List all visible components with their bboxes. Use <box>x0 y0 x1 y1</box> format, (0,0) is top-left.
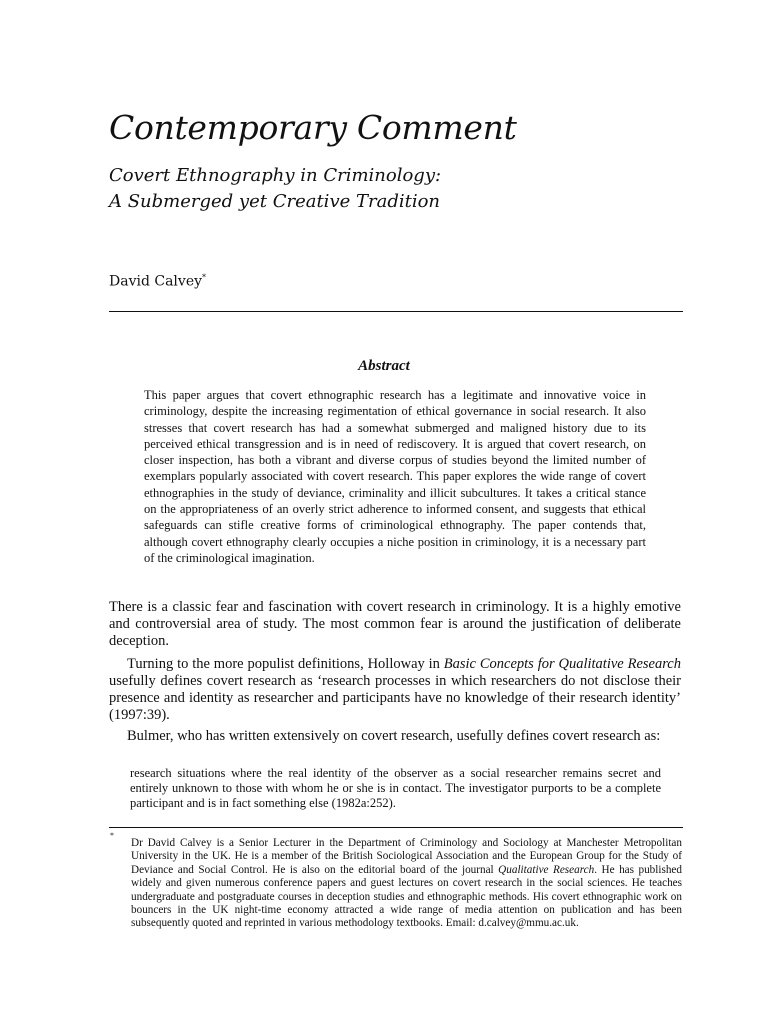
body-paragraph-1: There is a classic fear and fascination with covert research in criminology. It is a highly emotive and controversial area of study. The most common fear is around the justification of deliberate deception. <box>109 599 681 649</box>
author-text: David Calvey <box>109 273 203 290</box>
author-footnote-mark: * <box>202 273 207 282</box>
paper-title-line-2: A Submerged yet Creative Tradition <box>109 191 441 212</box>
p2-text-end: usefully defines covert research as ‘research processes in which researchers do not disclose their presence and identity as researcher and participants have no knowledge of their research identity’ (1997:39). <box>109 673 681 723</box>
body-paragraph-2 <box>109 656 681 724</box>
author-footnote <box>131 837 682 931</box>
footnote-marker: * <box>110 831 114 840</box>
footnote-text-end: . He has published widely and given numerous conference papers and guest lectures on covert research in the social sciences. He teaches undergraduate and postgraduate courses in deception studies and ethnographic methods. His covert ethnographic work on bouncers in the UK night-time economy attracted a wide range of media attention on publication and has been subsequently quoted and reprinted in various methodology textbooks. Email: d.calvey@mmu.ac.uk. <box>131 863 682 930</box>
footnote-divider <box>109 827 683 828</box>
journal-name: Qualitative Research <box>498 863 595 876</box>
abstract-heading: Abstract <box>358 358 410 374</box>
paper-title-line-1: Covert Ethnography in Criminology: <box>109 165 442 186</box>
body-paragraph-3: Bulmer, who has written extensively on covert research, usefully defines covert research as: <box>127 728 661 744</box>
footnote-text-start: Dr David Calvey is a Senior Lecturer in the Department of Criminology and Sociology at Manchester Metropolitan University in the UK. He is a member of the British Sociological Association and the European Group for the Study of Deviance and Social Control. He is also on the editorial board of the journal <box>131 837 682 876</box>
author-name <box>109 273 206 290</box>
abstract-text: This paper argues that covert ethnographic research has a legitimate and innovative voice in criminology, despite the increasing regimentation of ethical governance in social research. It also stresses that covert research has had a somewhat submerged and maligned history due to its perceived ethical transgression and is in need of rediscovery. It is argued that covert research, on closer inspection, has both a vibrant and diverse corpus of studies beyond the limited number of exemplars popularly associated with covert research. This paper explores the wide range of covert ethnographies in the study of deviance, criminality and illicit subcultures. It takes a critical stance on the appropriateness of an overly strict adherence to informed consent, and suggests that ethical safeguards can stifle creative forms of criminological ethnography. The paper contends that, although covert ethnography clearly occupies a niche position in criminology, it is a necessary part of the criminological imagination. <box>144 388 646 565</box>
book-title: Basic Concepts for Qualitative Research <box>443 656 681 672</box>
p2-text-start: Turning to the more populist definitions, Holloway in <box>127 656 444 672</box>
paper-title <box>109 163 441 215</box>
block-quote: research situations where the real identity of the observer as a social researcher remains secret and entirely unknown to those with whom he or she is in contact. The investigator purports to be a complete participant and is in fact something else (1982a:252). <box>130 766 661 811</box>
title-divider <box>109 311 683 312</box>
section-title: Contemporary Comment <box>109 108 517 147</box>
